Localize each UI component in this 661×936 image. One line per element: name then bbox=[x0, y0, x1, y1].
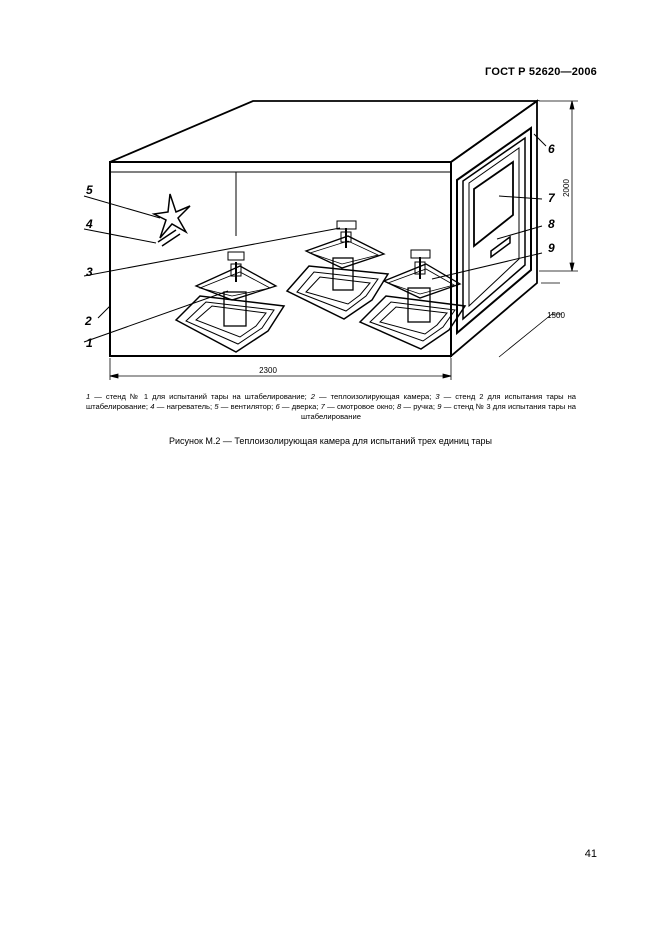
callout-8: 8 bbox=[548, 217, 555, 231]
legend-item-3: 3 — стенд 2 для испытания тары на штабелирование; bbox=[86, 392, 576, 412]
callout-9: 9 bbox=[548, 241, 555, 255]
legend-item-7: 7 — смотровое окно; bbox=[320, 402, 397, 412]
figure-caption: Рисунок М.2 — Теплоизолирующая камера для испытаний трех единиц тары bbox=[168, 436, 493, 446]
callout-3: 3 bbox=[86, 265, 93, 279]
thermal-chamber-drawing bbox=[0, 0, 661, 380]
stacking-stand-3 bbox=[360, 250, 465, 349]
callout-2: 2 bbox=[85, 314, 92, 328]
page-number: 41 bbox=[584, 848, 597, 860]
callout-1: 1 bbox=[86, 336, 93, 350]
callout-4: 4 bbox=[86, 217, 93, 231]
legend-item-5: 5 — вентилятор; bbox=[214, 402, 276, 412]
stacking-stand-2 bbox=[287, 221, 388, 319]
callout-6: 6 bbox=[548, 142, 555, 156]
callout-7: 7 bbox=[548, 191, 555, 205]
legend-item-2: 2 — теплоизолирующая камера; bbox=[310, 392, 436, 401]
door-handle bbox=[491, 237, 510, 257]
stacking-stand-1 bbox=[176, 252, 284, 352]
dimension-lines bbox=[110, 101, 578, 380]
legend-item-1: 1 — стенд № 1 для испытаний тары на штабелирование; bbox=[86, 392, 311, 401]
dimension-depth-label: 1500 bbox=[547, 311, 565, 320]
viewing-window bbox=[474, 162, 513, 246]
legend-item-9: 9 — стенд № 3 для испытания тары на штабелирование bbox=[301, 402, 576, 422]
fan-heater-unit bbox=[154, 194, 190, 246]
document-standard-code: ГОСТ Р 52620—2006 bbox=[485, 66, 597, 78]
legend-item-8: 8 — ручка; bbox=[396, 402, 438, 412]
dimension-height-label: 2000 bbox=[562, 179, 571, 197]
dimension-width-label: 2300 bbox=[259, 366, 277, 375]
figure-legend bbox=[86, 392, 576, 423]
chamber-top-face bbox=[110, 101, 537, 162]
legend-item-4: 4 — нагреватель; bbox=[150, 402, 215, 412]
callout-5: 5 bbox=[86, 183, 93, 197]
legend-item-6: 6 — дверка; bbox=[275, 402, 321, 412]
